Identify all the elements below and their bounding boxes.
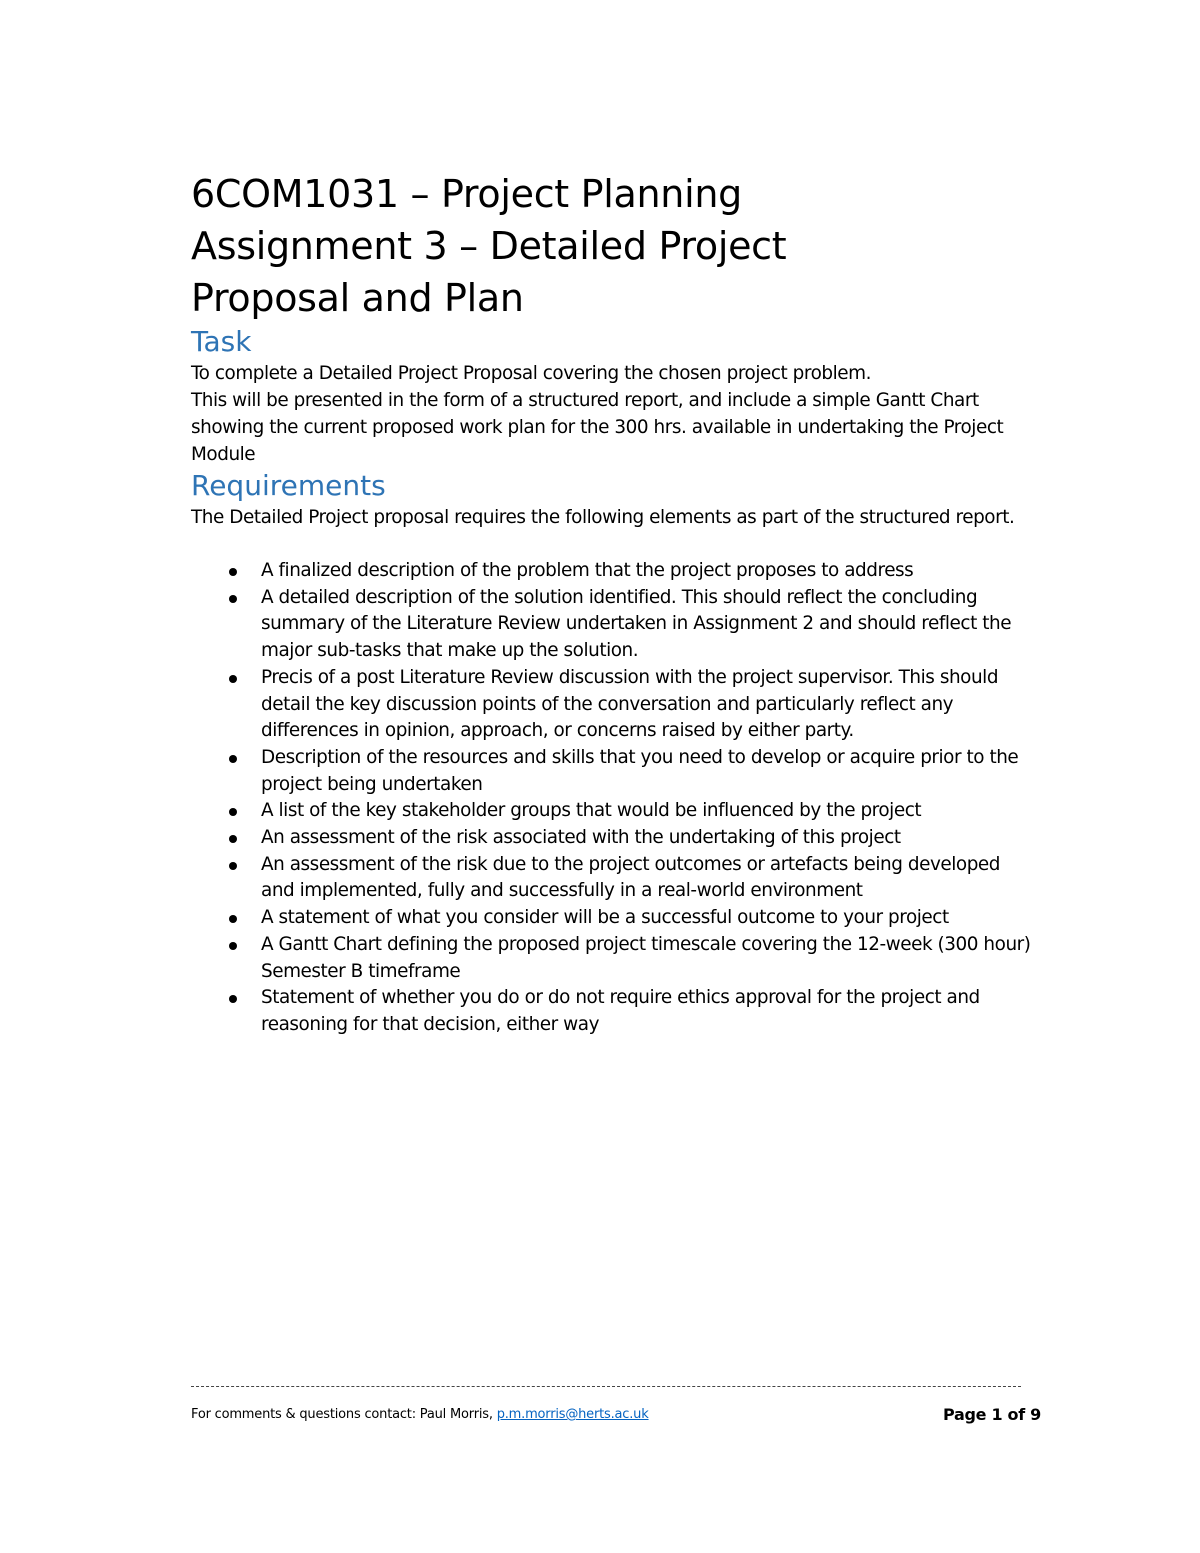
list-item-text: Statement of whether you do or do not require ethics approval for the project and reasoning for that decision, either way: [261, 987, 980, 1035]
bullet-icon: [229, 568, 237, 576]
bullet-icon: [229, 808, 237, 816]
list-item: [191, 585, 1031, 665]
list-item-text: Description of the resources and skills that you need to develop or acquire prior to the project being undertaken: [261, 746, 1019, 795]
list-item-text: Precis of a post Literature Review discussion with the project supervisor. This should detail the key discussion points of the conversation and particularly reflect any differences in opinion, approach, or concerns raised by either party.: [261, 666, 999, 742]
task-heading: Task: [191, 325, 252, 358]
list-item-text: A finalized description of the problem that the project proposes to address: [261, 560, 914, 581]
footer-divider: [191, 1386, 1021, 1387]
bullet-icon: [229, 835, 237, 843]
list-item-text: A detailed description of the solution identified. This should reflect the concluding summary of the Literature Review undertaken in Assignment 2 and should reflect the major sub-tasks that make up the solution.: [261, 586, 1012, 662]
list-item: [191, 905, 1031, 932]
list-item: [191, 558, 1031, 585]
footer-email-link[interactable]: p.m.morris@herts.ac.uk: [496, 1407, 649, 1422]
bullet-icon: [229, 595, 237, 603]
footer-contact-label: For comments & questions contact: Paul Morris,: [191, 1407, 497, 1422]
list-item-text: An assessment of the risk associated with the undertaking of this project: [261, 827, 901, 849]
list-item-text: A statement of what you consider will be a successful outcome to your project: [261, 907, 949, 929]
task-paragraph: To complete a Detailed Project Proposal covering the chosen project problem.: [191, 363, 872, 384]
list-item: [191, 745, 1031, 798]
bullet-icon: [229, 915, 237, 923]
bullet-icon: [229, 755, 237, 763]
bullet-icon: [229, 942, 237, 950]
list-item: [191, 825, 1031, 852]
page-content: [191, 168, 1031, 1039]
task-paragraph: This will be presented in the form of a structured report, and include a simple Gantt Chart showing the current proposed work plan for the 300 hrs. available in undertaking the Project Module: [191, 390, 1004, 465]
title-line: Proposal and Plan: [191, 276, 524, 320]
document-title: [191, 168, 1031, 324]
requirements-list: [191, 558, 1031, 1039]
page-number: Page 1 of 9: [942, 1405, 1041, 1424]
list-item: [191, 665, 1031, 745]
bullet-icon: [229, 995, 237, 1003]
list-item: [191, 985, 1031, 1038]
footer-row: [191, 1407, 1041, 1429]
list-item: [191, 852, 1031, 905]
list-item: [191, 798, 1031, 825]
footer-contact: [191, 1407, 649, 1422]
title-line: 6COM1031 – Project Planning: [191, 172, 742, 216]
list-item-text: A list of the key stakeholder groups that would be influenced by the project: [261, 800, 922, 822]
list-item-text: A Gantt Chart defining the proposed project timescale covering the 12-week (300 hour) Semester B timeframe: [261, 933, 1031, 982]
bullet-icon: [229, 675, 237, 683]
requirements-heading: Requirements: [191, 469, 386, 502]
page-footer: [191, 1386, 1041, 1429]
title-line: Assignment 3 – Detailed Project: [191, 224, 787, 268]
list-item: [191, 932, 1031, 985]
list-item-text: An assessment of the risk due to the project outcomes or artefacts being developed and implemented, fully and successfully in a real-world environment: [261, 853, 1001, 902]
bullet-icon: [229, 862, 237, 870]
requirements-intro: The Detailed Project proposal requires the following elements as part of the structured report.: [191, 507, 1015, 528]
